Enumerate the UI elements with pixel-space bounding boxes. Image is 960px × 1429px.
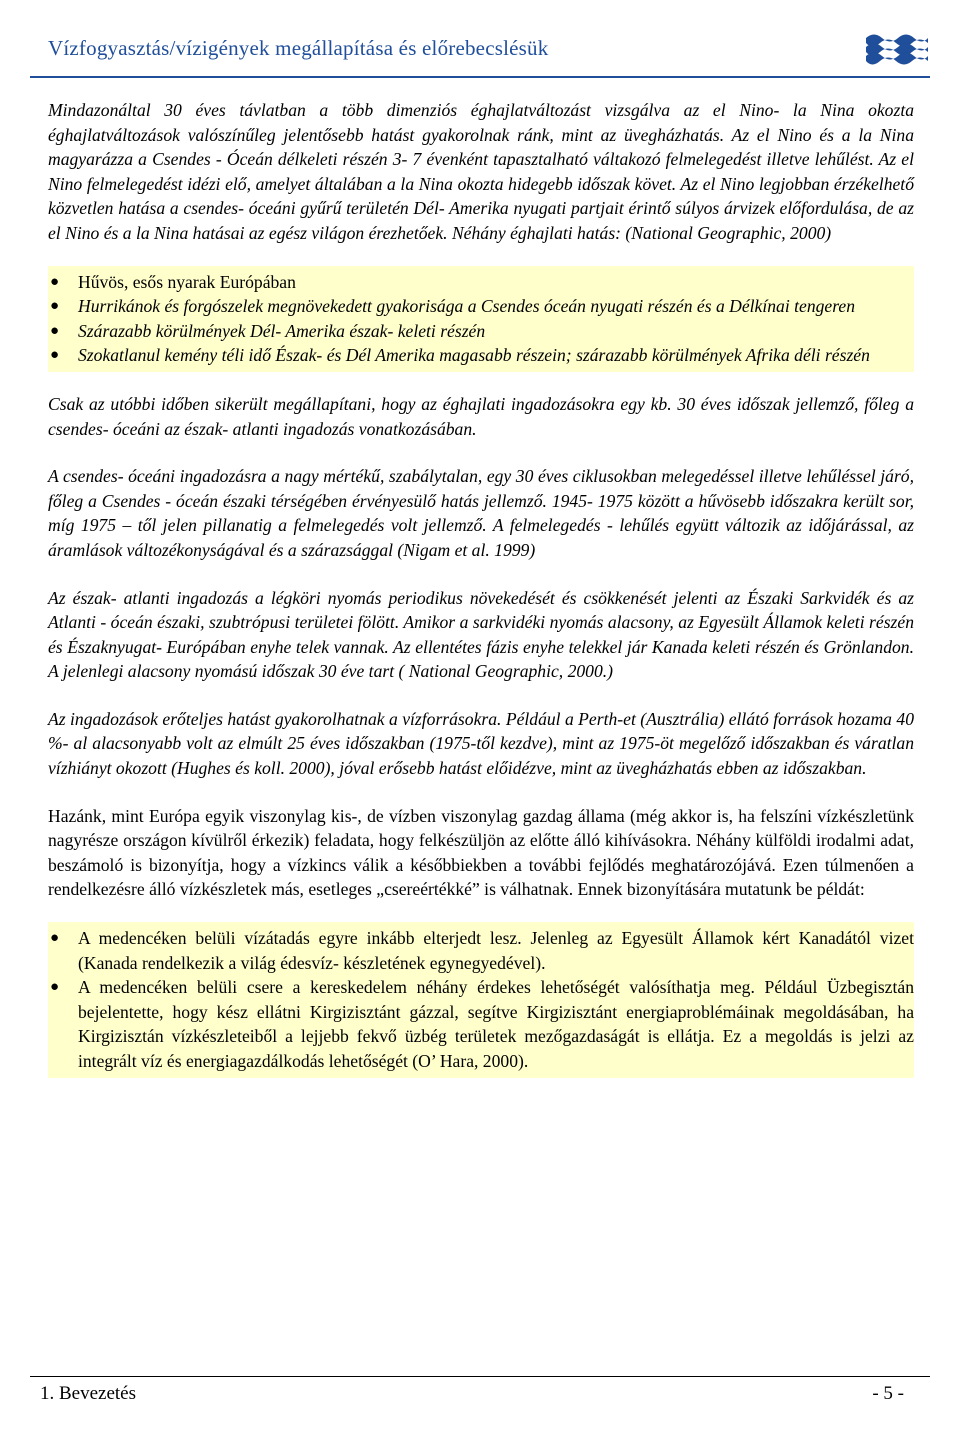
footer-chapter: 1. Bevezetés <box>40 1383 137 1404</box>
bullet-icon: ● <box>50 322 60 339</box>
list-item <box>48 319 914 344</box>
list-item <box>48 926 914 975</box>
list-item <box>48 343 914 368</box>
list-item-text: Hurrikánok és forgószelek megnövekedett gyakorisága a Csendes óceán nyugati részén és a Délkínai tengeren <box>78 296 856 317</box>
list-item <box>48 975 914 1073</box>
climate-effects-list <box>48 270 914 368</box>
bullet-icon: ● <box>50 273 60 290</box>
list-item <box>48 270 914 295</box>
wave-logo-icon <box>864 28 928 68</box>
page-header <box>30 28 930 78</box>
water-trade-box <box>48 922 914 1078</box>
list-item-text: A medencéken belüli vízátadás egyre inkább elterjedt lesz. Jelenleg az Egyesült Államok kért Kanadától vizet (Kanada rendelkezik a világ édesvíz- készletének egynegyedével). <box>78 928 914 973</box>
paragraph-30-year-period: Csak az utóbbi időben sikerült megállapítani, hogy az éghajlati ingadozásokra egy kb. 30 éves időszak jellemző, főleg a csendes- óceáni az észak- atlanti ingadozás vonatkozásában. <box>48 393 914 439</box>
climate-effects-box <box>48 266 914 372</box>
page-number: - 5 - <box>872 1383 904 1404</box>
list-item-text: Szokatlanul kemény téli idő Észak- és Dél Amerika magasabb részein; szárazabb körülmények Afrika déli részén <box>78 345 870 366</box>
bullet-icon: ● <box>50 930 60 947</box>
paragraph-el-nino: Mindazonáltal 30 éves távlatban a több dimenziós éghajlatváltozást vizsgálva az el Nino- la Nina okozta éghajlatváltozások valószínűleg jelentősebb hatást gyakorolnak ránk, mint az üvegházhatás. Az el Nino és a la Nina magyarázza a Csendes - Óceán délkeleti részén 3- 7 évenként tapasztalható váltakozó felmelegedést illetve lehűlést. Az el Nino felmelegedést idézi elő, amelyet általában a la Nina okozta hidegebb időszak követ. Az el Nino legjobban érzékelhető közvetlen hatása a csendes- óceáni gyűrű területén Dél- Amerika nyugati partjait érintő súlyos árvizek előfordulása, de az el Nino és a la Nina hatásai az egész világon érezhetőek. Néhány éghajlati hatás: (National Geographic, 2000) <box>48 100 914 243</box>
list-item-text: A medencéken belüli csere a kereskedelem néhány érdekes lehetőségét valósíthatja meg. Például Üzbegisztán bejelentette, hogy kész ellátni Kirgizisztánt gázzal, segítve Kirgizisztánt energiaproblémáinak megoldásában, ha Kirgizisztán vízkészleteiből a lejjebb fekvő üzbég területek mezőgazdaságát is ellátja. Ez a megoldás is jelzi az integrált víz és energiagazdálkodás lehetőségét (O’ Hara, 2000). <box>78 977 914 1071</box>
water-trade-list <box>48 926 914 1074</box>
paragraph-water-sources: Az ingadozások erőteljes hatást gyakorolhatnak a vízforrásokra. Például a Perth-et (Ausztrália) ellátó források hozama 40 %- al alacsonyabb volt az elmúlt 25 éves időszakban (1975-től kezdve), mint az 1975-öt megelőző időszakban és váratlan vízhiányt okozott (Hughes és koll. 2000), jóval erősebb hatást előidézve, mint az üvegházhatás ebben az időszakban. <box>48 708 914 779</box>
header-title: Vízfogyasztás/vízigények megállapítása és előrebecslésük <box>48 36 549 60</box>
paragraph-atlantic-oscillation: Az észak- atlanti ingadozás a légköri nyomás periodikus növekedését és csökkenését jelenti az Északi Sarkvidék és az Atlanti - óceán északi, szubtrópusi területei fölött. Amikor a sarkvidéki nyomás alacsony, az Egyesült Államok keleti részén és Északnyugat- Európában enyhe telek vannak. Az ellentétes fázis enyhe telekkel jár Kanada keleti részén és Grönlandon. A jelenlegi alacsony nyomású időszak 30 éve tart ( National Geographic, 2000.) <box>48 587 914 682</box>
bullet-icon: ● <box>50 979 60 996</box>
bullet-icon: ● <box>50 347 60 364</box>
paragraph-pacific-oscillation: A csendes- óceáni ingadozásra a nagy mértékű, szabálytalan, egy 30 éves ciklusokban melegedéssel illetve lehűléssel járó, főleg a Csendes - óceán északi térségében érvényesülő hatás jellemző. 1945- 1975 között a hűvösebb időszakra került sor, míg 1975 – től jelen pillanatig a felmelegedés volt jellemző. A felmelegedés - lehűlés együtt változik az időjárással, az áramlások változékonyságával és a szárazsággal (Nigam et al. 1999) <box>48 466 914 560</box>
document-body <box>48 98 914 1078</box>
page-footer <box>30 1376 930 1417</box>
list-item <box>48 294 914 319</box>
list-item-text: Szárazabb körülmények Dél- Amerika észak- keleti részén <box>78 320 486 341</box>
bullet-icon: ● <box>50 298 60 315</box>
list-item-text: Hűvös, esős nyarak Európában <box>78 271 296 292</box>
paragraph-hungary: Hazánk, mint Európa egyik viszonylag kis-, de vízben viszonylag gazdag állama (még akkor is, ha felszíni vízkészletünk nagyrésze országon kívülről érkezik) feladata, hogy felkészüljön az előtte álló kihívásokra. Néhány külföldi irodalmi adat, beszámoló is bizonyítja, hogy a vízkincs válik a későbbiekben a további fejlődés meghatározójává. Ezen túlmenően a rendelkezésre álló vízkészletek más, esetleges „csereértékké” is válhatnak. Ennek bizonyítására mutatunk be példát: <box>48 805 914 900</box>
